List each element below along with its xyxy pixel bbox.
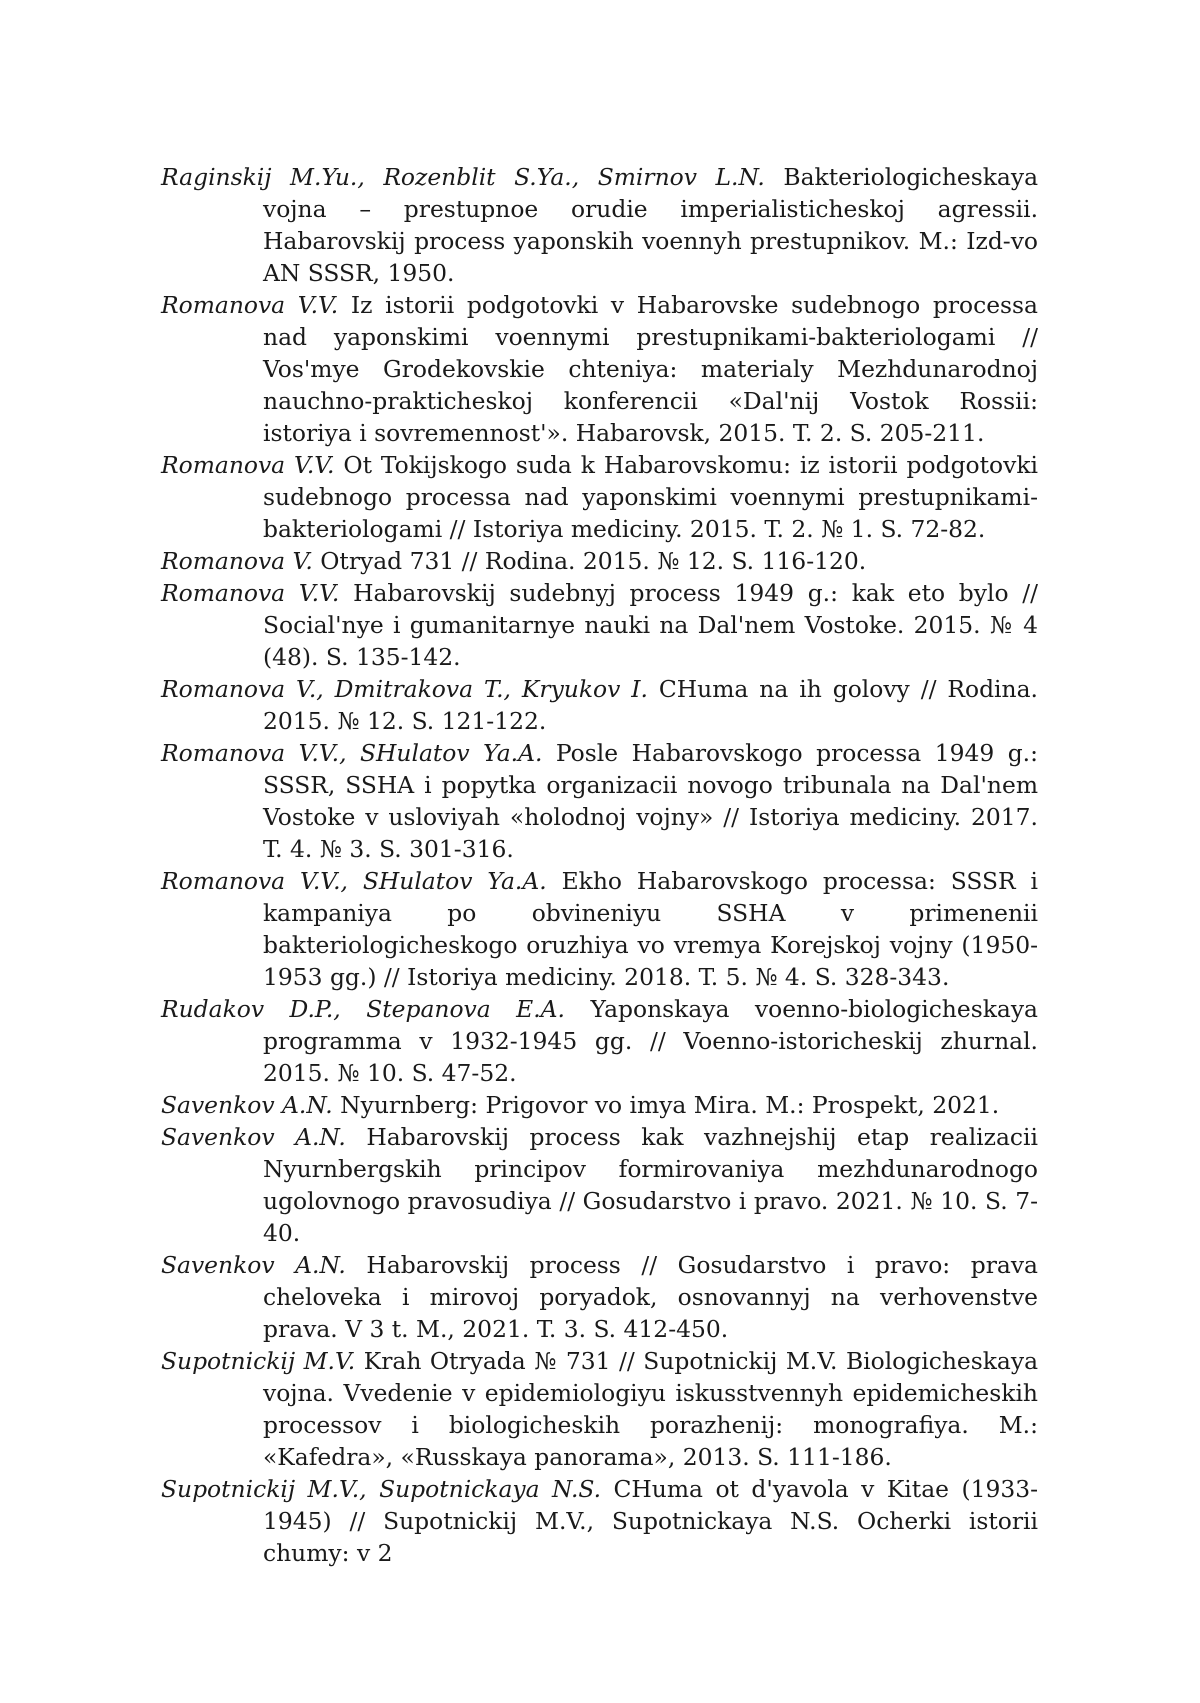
reference-entry	[161, 577, 1038, 673]
reference-authors: Supotnickij M.V.	[161, 1347, 355, 1375]
reference-entry	[161, 993, 1038, 1089]
reference-entry	[161, 545, 1038, 577]
reference-authors: Romanova V.	[161, 547, 313, 575]
reference-text: Yaponskaya voenno-biologicheskaya programma v 1932-1945 gg. // Voenno-istoricheskij zhurnal. 2015. № 10. S. 47-52.	[263, 995, 1038, 1087]
reference-entry	[161, 1345, 1038, 1473]
reference-text: Bakteriologicheskaya vojna – prestupnoe orudie imperialisticheskoj agressii. Habarovskij process yaponskih voennyh prestupnikov. M.: Izd-vo AN SSSR, 1950.	[263, 163, 1038, 287]
reference-text: Habarovskij process kak vazhnejshij etap realizacii Nyurnbergskih principov formirovaniya mezhdunarodnogo ugolovnogo pravosudiya // Gosudarstvo i pravo. 2021. № 10. S. 7-40.	[263, 1123, 1038, 1247]
reference-authors: Romanova V.V., SHulatov Ya.A.	[161, 867, 547, 895]
reference-authors: Romanova V.V., SHulatov Ya.A.	[161, 739, 542, 767]
reference-text: Otryad 731 // Rodina. 2015. № 12. S. 116-120.	[320, 547, 866, 575]
reference-text: Ekho Habarovskogo processa: SSSR i kampaniya po obvineniyu SSHA v primenenii bakteriologicheskogo oruzhiya vo vremya Korejskoj vojny (1950-1953 gg.) // Istoriya mediciny. 2018. T. 5. № 4. S. 328-343.	[263, 867, 1038, 991]
reference-authors: Romanova V.V.	[161, 451, 335, 479]
reference-authors: Romanova V.V.	[161, 291, 338, 319]
reference-text: CHuma na ih golovy // Rodina. 2015. № 12. S. 121-122.	[263, 675, 1038, 735]
reference-text: Krah Otryada № 731 // Supotnickij M.V. Biologicheskaya vojna. Vvedenie v epidemiologiyu iskusstvennyh epidemicheskih processov i biologicheskih porazhenij: monografiya. M.: «Kafedra», «Russkaya panorama», 2013. S. 111-186.	[263, 1347, 1038, 1471]
reference-authors: Supotnickij M.V., Supotnickaya N.S.	[161, 1475, 601, 1503]
reference-authors: Rudakov D.P., Stepanova E.A.	[161, 995, 565, 1023]
reference-entry	[161, 449, 1038, 545]
reference-text: Ot Tokijskogo suda k Habarovskomu: iz istorii podgotovki sudebnogo processa nad yaponskimi voennymi prestupnikami-bakteriologami // Istoriya mediciny. 2015. T. 2. № 1. S. 72-82.	[263, 451, 1038, 543]
reference-text: Posle Habarovskogo processa 1949 g.: SSSR, SSHA i popytka organizacii novogo tribunala na Dal'nem Vostoke v usloviyah «holodnoj vojny» // Istoriya mediciny. 2017. T. 4. № 3. S. 301-316.	[263, 739, 1038, 863]
reference-authors: Raginskij M.Yu., Rozenblit S.Ya., Smirnov L.N.	[161, 163, 765, 191]
reference-authors: Savenkov A.N.	[161, 1091, 333, 1119]
reference-authors: Savenkov A.N.	[161, 1123, 346, 1151]
reference-text: Iz istorii podgotovki v Habarovske sudebnogo processa nad yaponskimi voennymi prestupnikami-bakteriologami // Vos'mye Grodekovskie chteniya: materialy Mezhdunarodnoj nauchno-prakticheskoj konferencii «Dal'nij Vostok Rossii: istoriya i sovremennost'». Habarovsk, 2015. T. 2. S. 205-211.	[263, 291, 1038, 447]
reference-authors: Romanova V.V.	[161, 579, 339, 607]
reference-text: CHuma ot d'yavola v Kitae (1933-1945) // Supotnickij M.V., Supotnickaya N.S. Ocherki istorii chumy: v 2	[263, 1475, 1038, 1567]
reference-entry	[161, 1089, 1038, 1121]
reference-entry	[161, 1249, 1038, 1345]
reference-entry	[161, 1121, 1038, 1249]
reference-entry	[161, 865, 1038, 993]
reference-entry	[161, 161, 1038, 289]
reference-text: Habarovskij process // Gosudarstvo i pravo: prava cheloveka i mirovoj poryadok, osnovannyj na verhovenstve prava. V 3 t. M., 2021. T. 3. S. 412-450.	[263, 1251, 1038, 1343]
reference-entry	[161, 289, 1038, 449]
reference-authors: Romanova V., Dmitrakova T., Kryukov I.	[161, 675, 648, 703]
reference-text: Nyurnberg: Prigovor vo imya Mira. M.: Prospekt, 2021.	[340, 1091, 999, 1119]
reference-entry	[161, 1473, 1038, 1569]
reference-text: Habarovskij sudebnyj process 1949 g.: kak eto bylo // Social'nye i gumanitarnye nauki na Dal'nem Vostoke. 2015. № 4 (48). S. 135-142.	[263, 579, 1038, 671]
reference-entry	[161, 673, 1038, 737]
reference-list	[161, 161, 1038, 1569]
reference-authors: Savenkov A.N.	[161, 1251, 346, 1279]
reference-entry	[161, 737, 1038, 865]
